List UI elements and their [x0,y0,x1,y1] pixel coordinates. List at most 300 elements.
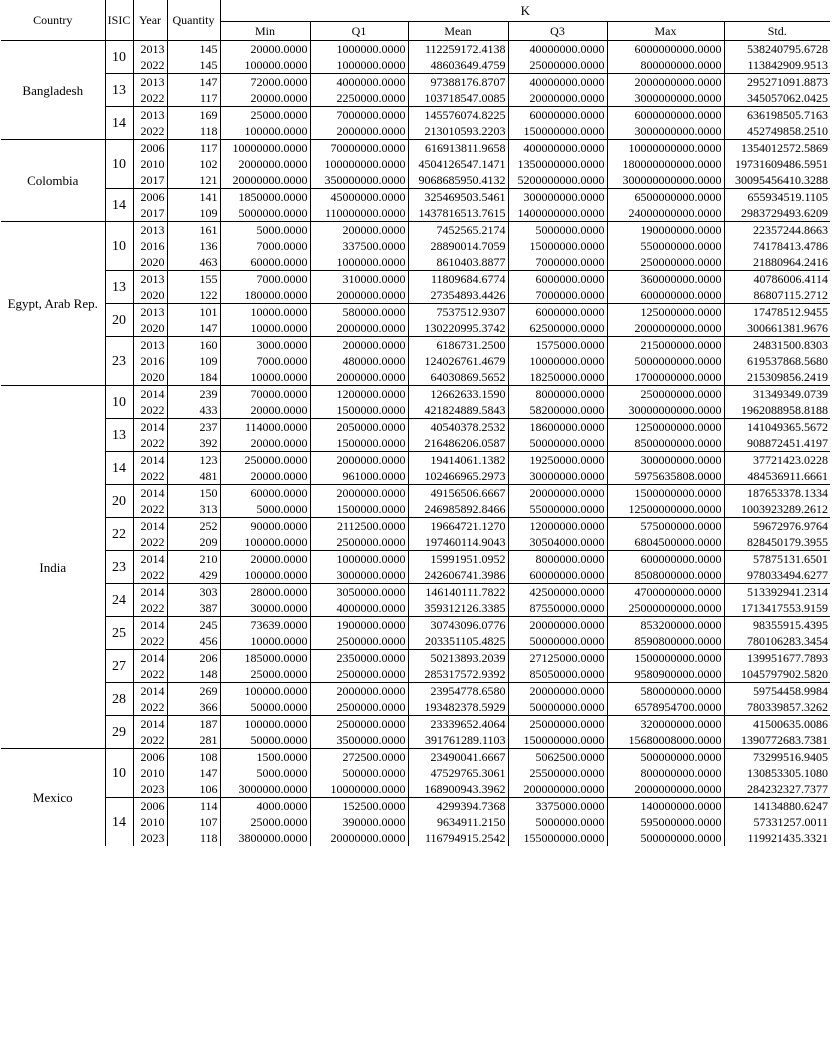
min-cell: 5000000.0000 [220,205,310,222]
table-row [1,452,830,469]
q3-cell: 55000000.0000 [508,501,607,518]
table-row [1,683,830,700]
q3-cell: 30000000.0000 [508,468,607,485]
min-cell: 20000.0000 [220,402,310,419]
max-cell: 2000000000.0000 [607,320,724,337]
quantity-cell: 101 [167,304,220,321]
quantity-cell: 160 [167,337,220,354]
min-cell: 28000.0000 [220,584,310,601]
std-cell: 113842909.9513 [747,57,829,72]
year-cell: 2013 [133,41,167,58]
mean-cell: 47529765.3061 [408,765,508,781]
q3-cell: 25500000.0000 [508,765,607,781]
max-cell: 6804500000.0000 [607,534,724,551]
mean-cell: 8610403.8877 [408,254,508,271]
country-cell: India [1,386,105,749]
mean-cell: 246985892.8466 [408,501,508,518]
mean-cell: 193482378.5929 [408,699,508,716]
min-cell: 10000.0000 [220,369,310,386]
q1-cell: 2250000.0000 [310,90,408,107]
q1-cell: 2500000.0000 [310,666,408,683]
std-cell: 40786006.4114 [724,271,830,288]
quantity-cell: 429 [167,567,220,584]
q1-cell: 2112500.0000 [310,518,408,535]
mean-cell: 64030869.5652 [408,369,508,386]
std-cell: 619537868.5680 [747,353,829,368]
q1-cell: 2350000.0000 [310,650,408,667]
table-row [1,650,830,667]
max-cell: 8500000000.0000 [607,435,724,452]
max-cell: 250000000.0000 [607,254,724,271]
std-cell: 37721423.0228 [724,452,830,469]
q3-cell: 87550000.0000 [508,600,607,617]
q1-cell: 1000000.0000 [310,57,408,74]
year-cell: 2014 [133,617,167,634]
country-cell: Mexico [1,749,105,847]
year-cell: 2020 [133,287,167,304]
max-cell: 853200000.0000 [607,617,724,634]
table-row [1,749,830,766]
max-cell: 6500000000.0000 [607,189,724,206]
max-cell: 4700000000.0000 [607,584,724,601]
q3-cell: 1575000.0000 [508,337,607,354]
max-cell: 360000000.0000 [607,271,724,288]
table-row [1,386,830,403]
q3-cell: 25000000.0000 [508,716,607,733]
std-cell: 57875131.6501 [724,551,830,568]
quantity-cell: 107 [167,814,220,830]
min-cell: 60000.0000 [220,485,310,502]
q1-cell: 2050000.0000 [310,419,408,436]
std-cell: 978033494.6277 [747,567,829,582]
max-cell: 5000000000.0000 [607,353,724,369]
max-cell: 550000000.0000 [607,238,724,254]
q3-cell: 8000000.0000 [508,386,607,403]
year-cell: 2022 [133,435,167,452]
mean-cell: 23490041.6667 [408,749,508,766]
mean-cell: 359312126.3385 [408,600,508,617]
quantity-cell: 209 [167,534,220,551]
q1-cell: 1000000.0000 [310,41,408,58]
std-cell: 59754458.9984 [724,683,830,700]
quantity-cell: 252 [167,518,220,535]
mean-cell: 616913811.9658 [408,140,508,157]
q1-cell: 2000000.0000 [310,320,408,337]
quantity-cell: 109 [167,205,220,222]
isic-cell: 13 [105,74,133,107]
min-cell: 185000.0000 [220,650,310,667]
q1-cell: 3500000.0000 [310,732,408,749]
std-cell: 41500635.0086 [724,716,830,733]
year-cell: 2014 [133,386,167,403]
q1-cell: 2500000.0000 [310,633,408,650]
min-cell: 10000000.0000 [220,140,310,157]
q1-cell: 500000.0000 [310,765,408,781]
quantity-cell: 150 [167,485,220,502]
q3-cell: 58200000.0000 [508,402,607,419]
min-cell: 20000.0000 [220,551,310,568]
year-cell: 2014 [133,518,167,535]
mean-cell: 23954778.6580 [408,683,508,700]
std-cell: 141049365.5672 [724,419,830,436]
min-cell: 100000.0000 [220,683,310,700]
mean-cell: 130220995.3742 [408,320,508,337]
q1-cell: 2000000.0000 [310,287,408,304]
q3-cell: 155000000.0000 [508,830,607,846]
year-cell: 2014 [133,683,167,700]
q3-cell: 1350000000.0000 [508,156,607,172]
q3-cell: 7000000.0000 [508,287,607,304]
quantity-cell: 102 [167,156,220,172]
table-row [1,140,830,157]
q3-cell: 19250000.0000 [508,452,607,469]
min-cell: 5000.0000 [220,501,310,518]
country-cell: Bangladesh [1,41,105,140]
isic-cell: 10 [105,749,133,798]
year-cell: 2022 [133,57,167,74]
table-row [1,485,830,502]
header-max: Max [607,22,724,41]
min-cell: 180000.0000 [220,287,310,304]
min-cell: 25000.0000 [220,666,310,683]
year-cell: 2013 [133,304,167,321]
year-cell: 2023 [133,830,167,846]
year-cell: 2022 [133,567,167,584]
min-cell: 3000.0000 [220,337,310,354]
year-cell: 2022 [133,501,167,518]
std-cell: 139951677.7893 [724,650,830,667]
isic-cell: 10 [105,222,133,271]
std-cell: 21880964.2416 [753,254,829,269]
table-row [1,518,830,535]
std-cell: 130853305.1080 [747,765,829,780]
min-cell: 25000.0000 [220,107,310,124]
mean-cell: 216486206.0587 [408,435,508,452]
std-cell: 31349349.0739 [724,386,830,403]
mean-cell: 168900943.3962 [408,781,508,798]
table-row [1,617,830,634]
std-cell: 828450179.3955 [747,534,829,549]
q3-cell: 5062500.0000 [508,749,607,766]
q1-cell: 272500.0000 [310,749,408,766]
mean-cell: 242606741.3986 [408,567,508,584]
quantity-cell: 136 [167,238,220,254]
year-cell: 2010 [133,814,167,830]
table-row [1,41,830,58]
quantity-cell: 145 [167,41,220,58]
std-cell: 119921435.3321 [747,830,829,845]
header-isic: ISIC [105,0,133,41]
year-cell: 2022 [133,600,167,617]
q3-cell: 50000000.0000 [508,699,607,716]
isic-cell: 23 [105,337,133,386]
isic-cell: 28 [105,683,133,716]
q1-cell: 1000000.0000 [310,551,408,568]
q1-cell: 310000.0000 [310,271,408,288]
mean-cell: 4504126547.1471 [408,156,508,172]
q1-cell: 45000000.0000 [310,189,408,206]
isic-cell: 13 [105,419,133,452]
min-cell: 20000.0000 [220,90,310,107]
year-cell: 2014 [133,584,167,601]
std-cell: 19731609486.5951 [735,156,829,171]
mean-cell: 197460114.9043 [408,534,508,551]
std-cell: 187653378.1334 [724,485,830,502]
q3-cell: 85050000.0000 [508,666,607,683]
quantity-cell: 117 [167,90,220,107]
min-cell: 114000.0000 [220,419,310,436]
mean-cell: 40540378.2532 [408,419,508,436]
header-q3: Q3 [508,22,607,41]
year-cell: 2013 [133,271,167,288]
q3-cell: 150000000.0000 [508,123,607,140]
min-cell: 100000.0000 [220,716,310,733]
q3-cell: 50000000.0000 [508,633,607,650]
year-cell: 2013 [133,107,167,124]
q1-cell: 2000000.0000 [310,452,408,469]
q3-cell: 20000000.0000 [508,617,607,634]
min-cell: 70000.0000 [220,386,310,403]
max-cell: 600000000.0000 [607,551,724,568]
max-cell: 6000000000.0000 [607,107,724,124]
isic-cell: 22 [105,518,133,551]
year-cell: 2020 [133,320,167,337]
header-q1: Q1 [310,22,408,41]
std-cell: 14134880.6247 [724,798,830,815]
q1-cell: 10000000.0000 [310,781,408,798]
min-cell: 100000.0000 [220,534,310,551]
quantity-cell: 123 [167,452,220,469]
isic-cell: 29 [105,716,133,749]
year-cell: 2013 [133,222,167,239]
year-cell: 2006 [133,798,167,815]
max-cell: 580000000.0000 [607,683,724,700]
table-row [1,189,830,206]
isic-cell: 14 [105,798,133,847]
q3-cell: 18250000.0000 [508,369,607,386]
quantity-cell: 147 [167,74,220,91]
min-cell: 3000000.0000 [220,781,310,798]
isic-cell: 14 [105,107,133,140]
quantity-cell: 121 [167,172,220,189]
isic-cell: 10 [105,140,133,189]
q1-cell: 1500000.0000 [310,501,408,518]
q3-cell: 27125000.0000 [508,650,607,667]
q1-cell: 152500.0000 [310,798,408,815]
mean-cell: 203351105.4825 [408,633,508,650]
q1-cell: 70000000.0000 [310,140,408,157]
year-cell: 2022 [133,732,167,749]
quantity-cell: 184 [167,369,220,386]
quantity-cell: 147 [167,765,220,781]
quantity-cell: 281 [167,732,220,749]
q3-cell: 18600000.0000 [508,419,607,436]
std-cell: 295271091.8873 [724,74,830,91]
mean-cell: 19414061.1382 [408,452,508,469]
min-cell: 5000.0000 [220,765,310,781]
max-cell: 1250000000.0000 [607,419,724,436]
max-cell: 6578954700.0000 [607,699,724,716]
std-cell: 22357244.8663 [724,222,830,239]
quantity-cell: 392 [167,435,220,452]
header-country: Country [1,0,105,41]
q3-cell: 300000000.0000 [508,189,607,206]
quantity-cell: 433 [167,402,220,419]
max-cell: 500000000.0000 [607,749,724,766]
table-row [1,337,830,354]
max-cell: 30000000000.0000 [607,402,724,419]
mean-cell: 7537512.9307 [408,304,508,321]
table-row [1,74,830,91]
q3-cell: 40000000.0000 [508,74,607,91]
q1-cell: 200000.0000 [310,337,408,354]
std-cell: 908872451.4197 [747,435,829,450]
header-min: Min [220,22,310,41]
q1-cell: 2000000.0000 [310,683,408,700]
mean-cell: 97388176.8707 [408,74,508,91]
quantity-cell: 114 [167,798,220,815]
statistics-table [1,0,830,846]
table-row [1,419,830,436]
table-row [1,222,830,239]
q1-cell: 390000.0000 [310,814,408,830]
min-cell: 5000.0000 [220,222,310,239]
q1-cell: 1500000.0000 [310,402,408,419]
year-cell: 2013 [133,337,167,354]
year-cell: 2014 [133,419,167,436]
q1-cell: 2500000.0000 [310,699,408,716]
std-cell: 538240795.6728 [724,41,830,58]
min-cell: 20000.0000 [220,41,310,58]
q1-cell: 2000000.0000 [310,485,408,502]
q1-cell: 7000000.0000 [310,107,408,124]
max-cell: 3000000000.0000 [607,90,724,107]
std-cell: 57331257.0011 [753,814,829,829]
quantity-cell: 118 [167,123,220,140]
max-cell: 500000000.0000 [607,830,724,846]
std-cell: 1962088958.8188 [741,402,829,417]
mean-cell: 124026761.4679 [408,353,508,369]
isic-cell: 13 [105,271,133,304]
mean-cell: 49156506.6667 [408,485,508,502]
mean-cell: 30743096.0776 [408,617,508,634]
year-cell: 2014 [133,452,167,469]
mean-cell: 48603649.4759 [408,57,508,74]
std-cell: 636198505.7163 [724,107,830,124]
year-cell: 2022 [133,123,167,140]
min-cell: 10000.0000 [220,320,310,337]
q1-cell: 3050000.0000 [310,584,408,601]
std-cell: 98355915.4395 [724,617,830,634]
max-cell: 250000000.0000 [607,386,724,403]
max-cell: 140000000.0000 [607,798,724,815]
mean-cell: 9068685950.4132 [408,172,508,189]
q1-cell: 961000.0000 [310,468,408,485]
mean-cell: 1437816513.7615 [408,205,508,222]
q3-cell: 7000000.0000 [508,254,607,271]
year-cell: 2014 [133,485,167,502]
table-row [1,551,830,568]
max-cell: 2000000000.0000 [607,74,724,91]
max-cell: 320000000.0000 [607,716,724,733]
std-cell: 73299516.9405 [724,749,830,766]
mean-cell: 27354893.4426 [408,287,508,304]
mean-cell: 28890014.7059 [408,238,508,254]
mean-cell: 50213893.2039 [408,650,508,667]
max-cell: 6000000000.0000 [607,41,724,58]
quantity-cell: 155 [167,271,220,288]
country-cell: Colombia [1,140,105,222]
min-cell: 90000.0000 [220,518,310,535]
mean-cell: 11809684.6774 [408,271,508,288]
quantity-cell: 108 [167,749,220,766]
mean-cell: 112259172.4138 [408,41,508,58]
max-cell: 9580900000.0000 [607,666,724,683]
min-cell: 100000.0000 [220,57,310,74]
isic-cell: 14 [105,452,133,485]
q1-cell: 350000000.0000 [310,172,408,189]
max-cell: 125000000.0000 [607,304,724,321]
quantity-cell: 106 [167,781,220,798]
min-cell: 7000.0000 [220,353,310,369]
year-cell: 2014 [133,551,167,568]
std-cell: 59672976.9764 [724,518,830,535]
mean-cell: 421824889.5843 [408,402,508,419]
q3-cell: 60000000.0000 [508,567,607,584]
max-cell: 215000000.0000 [607,337,724,354]
std-cell: 24831500.8303 [724,337,830,354]
isic-cell: 25 [105,617,133,650]
q1-cell: 4000000.0000 [310,74,408,91]
q3-cell: 50000000.0000 [508,435,607,452]
max-cell: 1700000000.0000 [607,369,724,386]
max-cell: 800000000.0000 [607,57,724,74]
quantity-cell: 148 [167,666,220,683]
mean-cell: 325469503.5461 [408,189,508,206]
std-cell: 345057062.0425 [747,90,829,105]
year-cell: 2022 [133,699,167,716]
q3-cell: 10000000.0000 [508,353,607,369]
table-row [1,798,830,815]
max-cell: 3000000000.0000 [607,123,724,140]
mean-cell: 7452565.2174 [408,222,508,239]
max-cell: 5975635808.0000 [607,468,724,485]
quantity-cell: 122 [167,287,220,304]
q1-cell: 1200000.0000 [310,386,408,403]
q3-cell: 3375000.0000 [508,798,607,815]
min-cell: 10000.0000 [220,304,310,321]
table-row [1,584,830,601]
std-cell: 1045797902.5820 [741,666,829,681]
year-cell: 2023 [133,781,167,798]
quantity-cell: 206 [167,650,220,667]
std-cell: 1390772683.7381 [741,732,829,747]
year-cell: 2006 [133,749,167,766]
max-cell: 8590800000.0000 [607,633,724,650]
q1-cell: 580000.0000 [310,304,408,321]
isic-cell: 10 [105,386,133,419]
year-cell: 2017 [133,205,167,222]
q1-cell: 1000000.0000 [310,254,408,271]
isic-cell: 24 [105,584,133,617]
min-cell: 20000.0000 [220,435,310,452]
quantity-cell: 169 [167,107,220,124]
mean-cell: 15991951.0952 [408,551,508,568]
year-cell: 2022 [133,402,167,419]
max-cell: 8508000000.0000 [607,567,724,584]
q1-cell: 2500000.0000 [310,716,408,733]
quantity-cell: 239 [167,386,220,403]
